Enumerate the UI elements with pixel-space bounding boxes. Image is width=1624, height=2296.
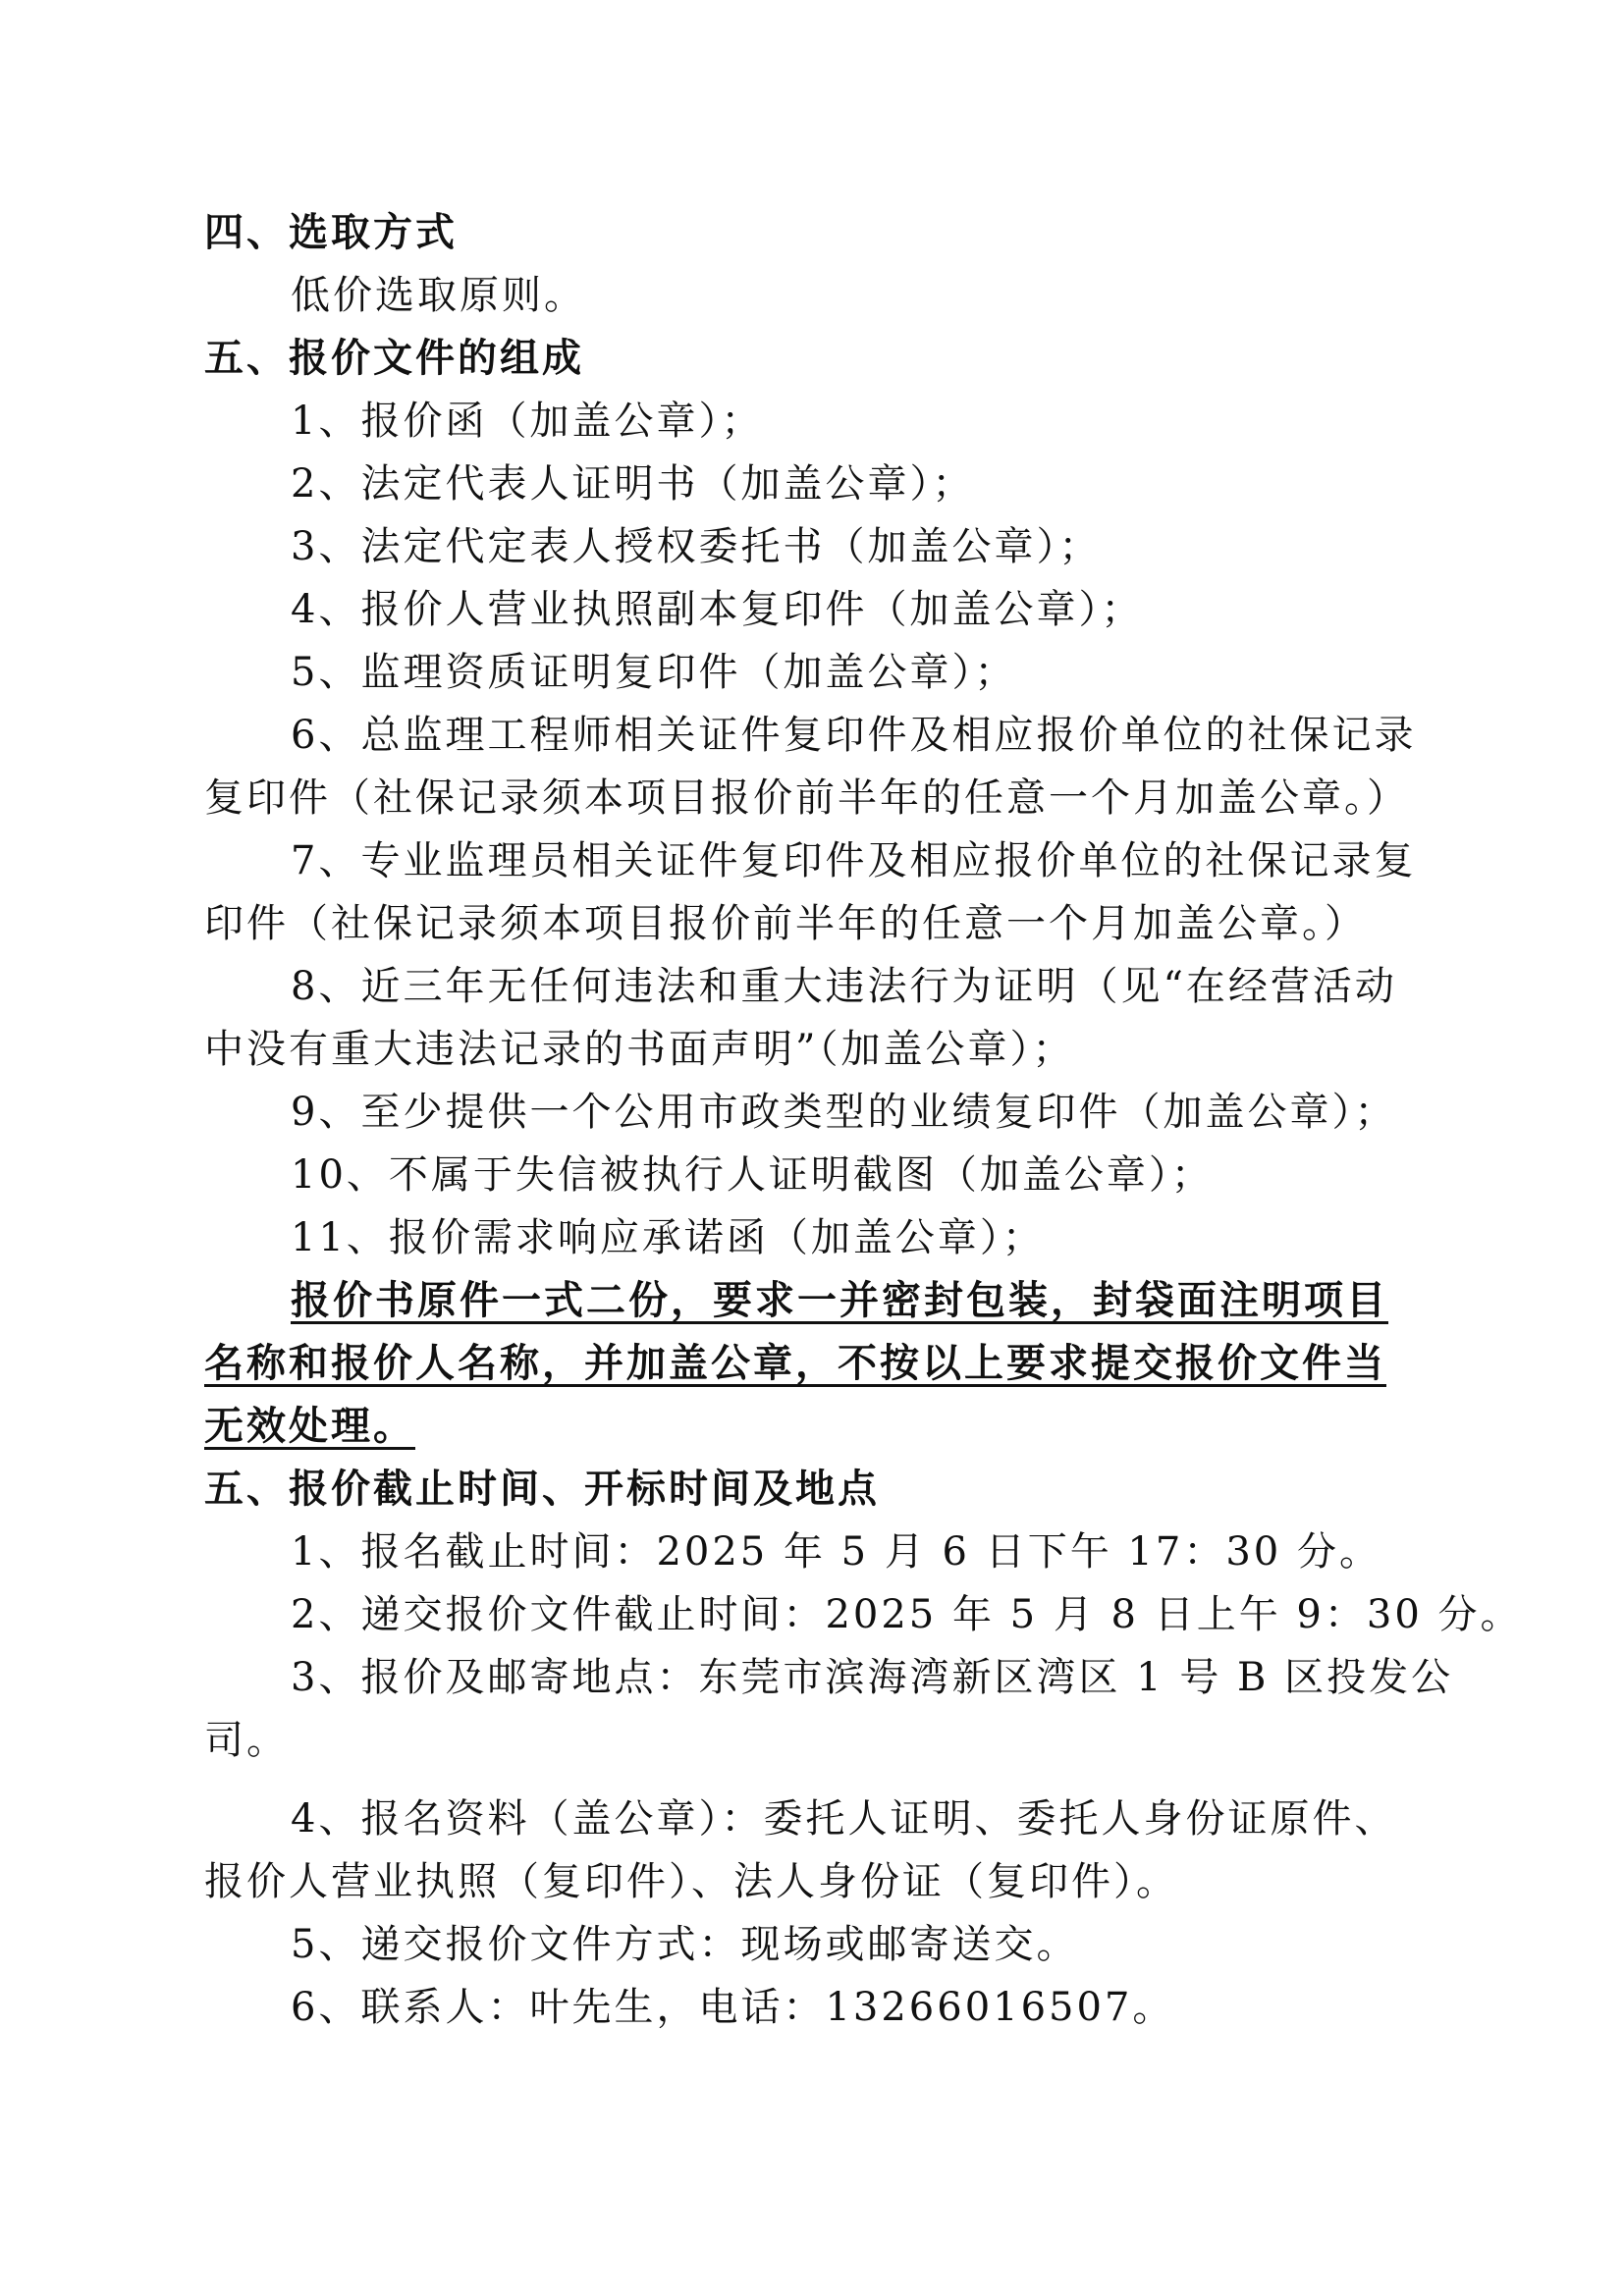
submission-address-line-1: 3、报价及邮寄地点：东莞市滨海湾新区湾区 1 号 B 区投发公 [291,1655,1454,1700]
registration-materials [204,1788,1432,1913]
list-item: 9、至少提供一个公用市政类型的业绩复印件（加盖公章）； [291,1090,1397,1135]
list-item: 10、不属于失信被执行人证明截图（加盖公章）； [291,1152,1214,1198]
document-content [204,201,1523,2039]
submission-method: 5、递交报价文件方式：现场或邮寄送交。 [291,1922,1079,1967]
list-item-7-line-2: 印件（社保记录须本项目报价前半年的任意一个月加盖公章。） [204,901,1367,946]
sealing-notice [204,1269,1432,1458]
list-item-8 [204,955,1432,1081]
list-item: 2、法定代表人证明书（加盖公章）； [291,461,975,507]
registration-deadline: 1、报名截止时间：2025 年 5 月 6 日下午 17：30 分。 [291,1529,1381,1575]
list-item: 4、报价人营业执照副本复印件（加盖公章）； [291,587,1144,632]
sealing-notice-line-2: 名称和报价人名称，并加盖公章，不按以上要求提交报价文件当 [204,1340,1386,1386]
sealing-notice-line-1: 报价书原件一式二份，要求一并密封包装，封袋面注明项目 [291,1277,1388,1323]
list-item: 3、法定代定表人授权委托书（加盖公章）； [291,524,1102,569]
section-heading-quotation-documents: 五、报价文件的组成 [204,335,584,381]
list-item-7 [204,829,1432,955]
list-item-8-line-2: 中没有重大违法记录的书面声明”（加盖公章）； [204,1027,1075,1072]
spacer [204,1772,1432,1788]
sealing-notice-line-3: 无效处理。 [204,1403,415,1449]
list-item-7-line-1: 7、专业监理员相关证件复印件及相应报价单位的社保记录复 [291,838,1417,883]
list-item: 1、报价函（加盖公章）； [291,399,764,444]
section-heading-selection-method: 四、选取方式 [204,209,458,255]
submission-address-line-2: 司。 [204,1718,289,1763]
selection-method-text: 低价选取原则。 [291,273,586,318]
list-item: 11、报价需求响应承诺函（加盖公章）； [291,1215,1045,1260]
registration-materials-line-1: 4、报名资料（盖公章）：委托人证明、委托人身份证原件、 [291,1796,1397,1842]
submission-address [204,1646,1454,1772]
list-item-8-line-1: 8、近三年无任何违法和重大违法行为证明（见“在经营活动 [291,964,1397,1009]
list-item-6-line-2: 复印件（社保记录须本项目报价前半年的任意一个月加盖公章。） [204,775,1409,821]
section-heading-deadline-location: 五、报价截止时间、开标时间及地点 [204,1466,880,1512]
list-item-6-line-1: 6、总监理工程师相关证件复印件及相应报价单位的社保记录 [291,713,1417,758]
list-item: 5、监理资质证明复印件（加盖公章）； [291,650,1017,695]
contact-info: 6、联系人：叶先生，电话：13266016507。 [291,1985,1175,2030]
submission-deadline: 2、递交报价文件截止时间：2025 年 5 月 8 日上午 9：30 分。 [291,1592,1523,1637]
registration-materials-line-2: 报价人营业执照（复印件）、法人身份证（复印件）。 [204,1859,1178,1904]
list-item-6 [204,704,1432,829]
